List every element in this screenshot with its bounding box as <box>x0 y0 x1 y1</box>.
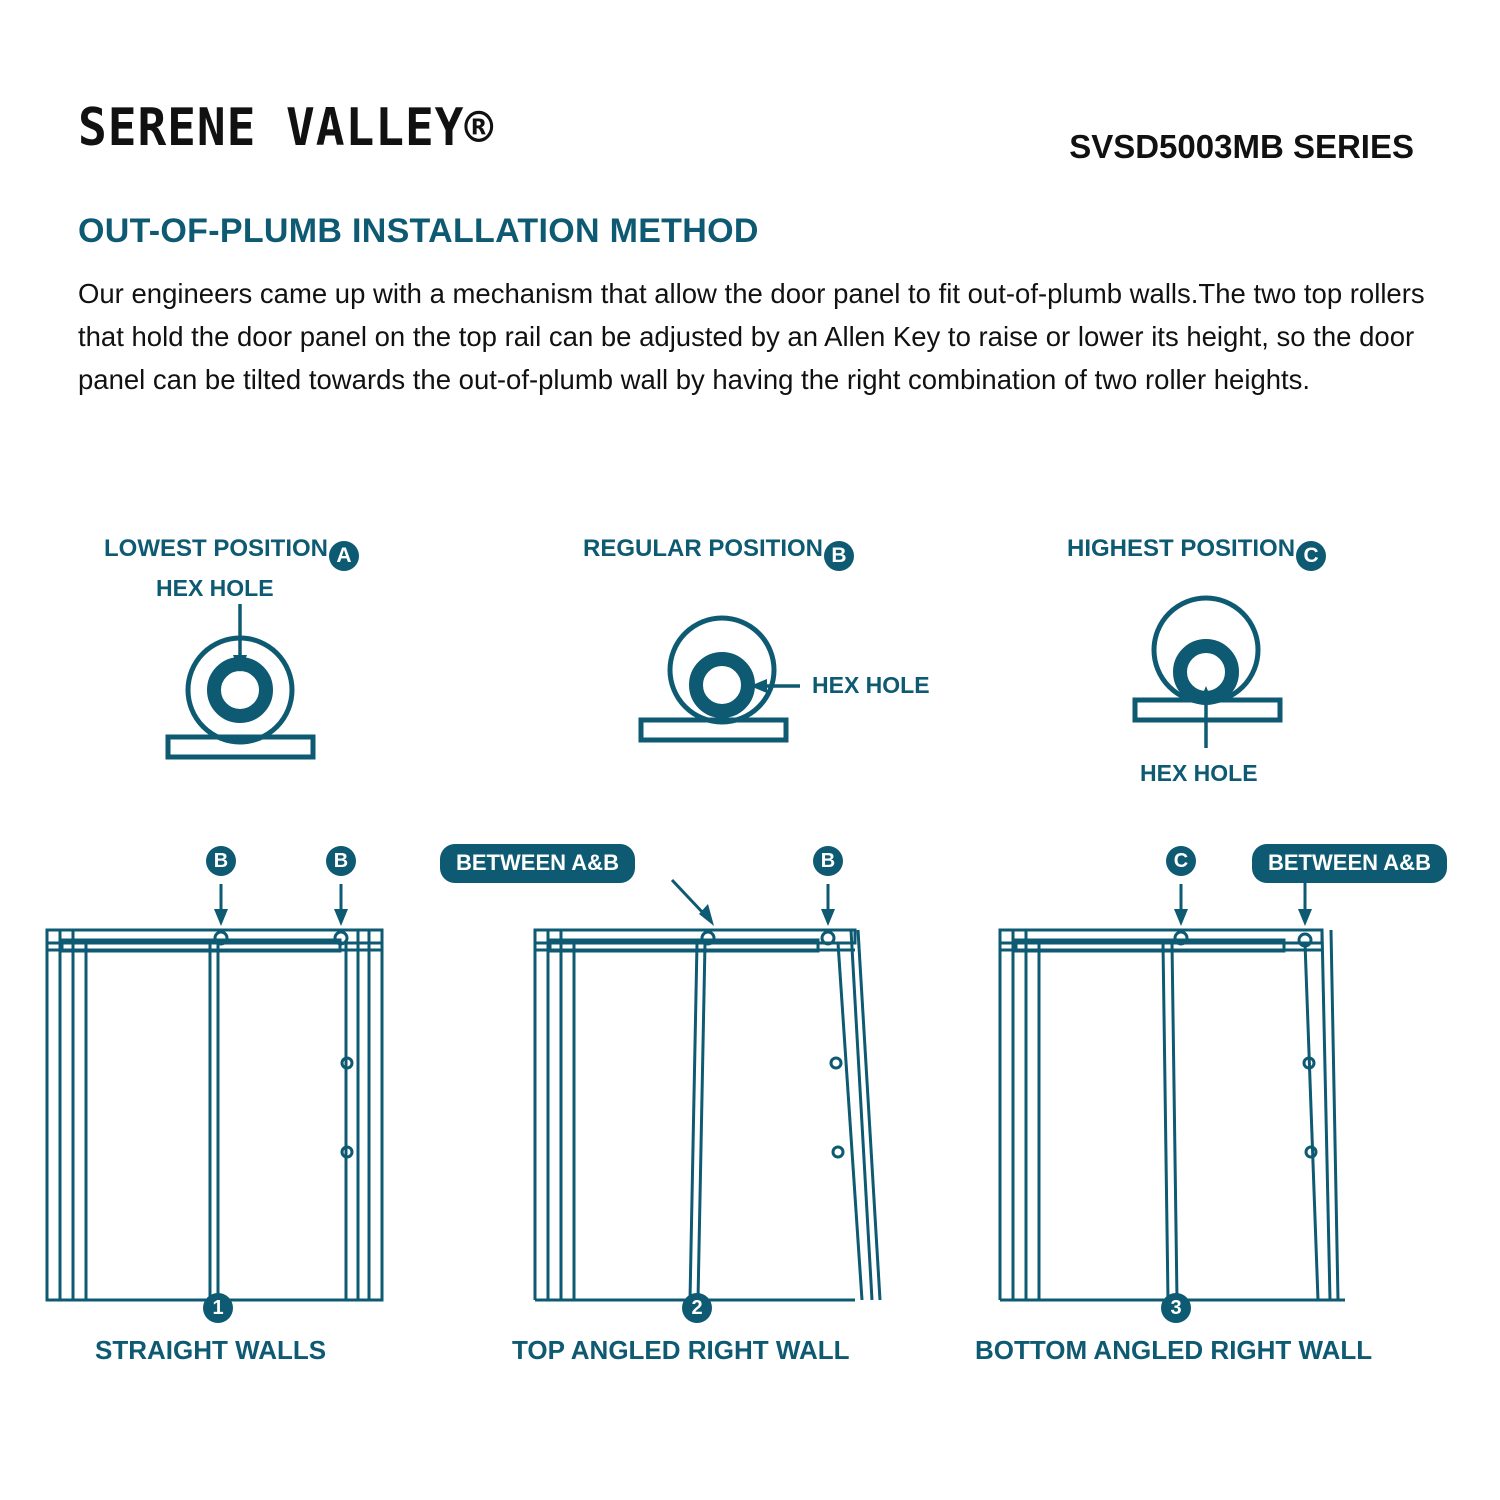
badge-a: A <box>329 541 359 571</box>
diagram-number-2: 2 <box>682 1293 712 1323</box>
marker-b-left-1: B <box>206 846 236 876</box>
marker-c-left-3: C <box>1166 846 1196 876</box>
caption-diagram-1: STRAIGHT WALLS <box>95 1335 327 1365</box>
hex-hole-text-b: HEX HOLE <box>812 672 930 698</box>
brand-logo: SERENE VALLEY® <box>78 98 495 158</box>
highest-position-text: HIGHEST POSITION <box>1067 535 1296 562</box>
badge-c: C <box>1296 541 1326 571</box>
marker-between-ab-right-3: BETWEEN A&B <box>1252 844 1447 883</box>
marker-b-right-1: B <box>326 846 356 876</box>
regular-position-text: REGULAR POSITION <box>583 535 824 562</box>
marker-between-ab-left-2: BETWEEN A&B <box>440 844 635 883</box>
hex-hole-label-a: HEX HOLE <box>156 575 274 601</box>
diagram-number-1: 1 <box>203 1293 233 1323</box>
caption-diagram-2: TOP ANGLED RIGHT WALL <box>512 1335 850 1365</box>
description-paragraph: Our engineers came up with a mechanism that allow the door panel to fit out-of-plumb walls.The two top rollers that hold the door panel on the top rail can be adjusted by an Allen Key to raise or lower its height, so the door panel can be tilted towards the out-of-plumb wall by having the right combination of two roller heights. <box>78 278 1425 395</box>
marker-b-right-2: B <box>813 846 843 876</box>
series-label: SVSD5003MB SERIES <box>1069 128 1414 165</box>
page-title: OUT-OF-PLUMB INSTALLATION METHOD <box>78 212 759 250</box>
hex-hole-label-c: HEX HOLE <box>1140 760 1258 786</box>
caption-diagram-3: BOTTOM ANGLED RIGHT WALL <box>975 1335 1373 1365</box>
diagram-number-3: 3 <box>1161 1293 1191 1323</box>
badge-b: B <box>824 541 854 571</box>
lowest-position-text: LOWEST POSITION <box>104 535 329 562</box>
